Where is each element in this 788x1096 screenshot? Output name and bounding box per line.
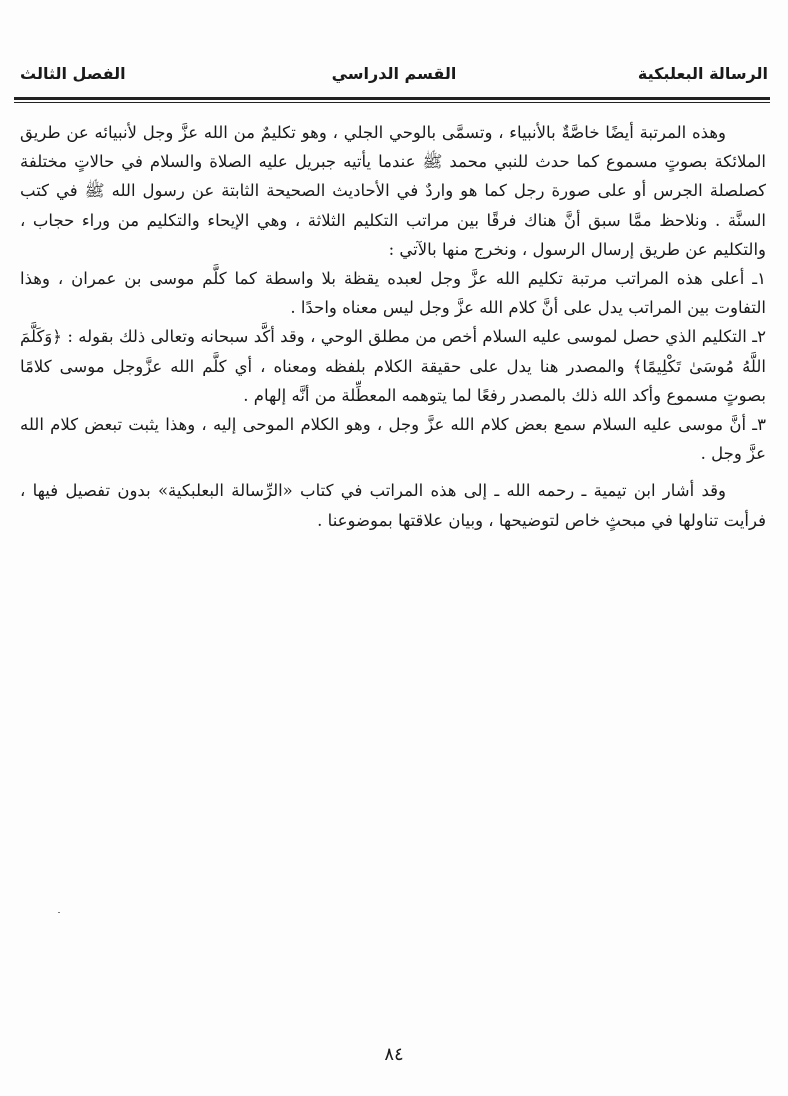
- paragraph-intro: وهذه المرتبة أيضًا خاصَّةٌ بالأنبياء ، وتسمَّى بالوحي الجلي ، وهو تكليمٌ من الله عزَّ وجل لأنبيائه عن طريق الملائكة بصوتٍ مسموع كما حدث للنبي محمد ﷺ عندما يأتيه جبريل عليه الصلاة والسلام في حالاتٍ مختلفة كصلصلة الجرس أو على صورة رجل كما هو واردٌ في الأحاديث الصحيحة الثابتة عن رسول الله ﷺ في كتب السنَّة . ونلاحظ ممَّا سبق أنَّ هناك فرقًا بين مراتب التكليم الثلاثة ، وهي الإيحاء والتكليم من وراء حجاب ، والتكليم عن طريق إرسال الرسول ، ونخرج منها بالآتي :: [20, 123, 766, 259]
- page-number: ٨٤: [384, 1044, 404, 1065]
- point-2: ٢ـ التكليم الذي حصل لموسى عليه السلام أخص من مطلق الوحي ، وقد أكَّد سبحانه وتعالى ذلك بقوله : ﴿وَكَلَّمَ اللَّهُ مُوسَىٰ تَكْلِيمًا﴾ والمصدر هنا يدل على حقيقة الكلام بلفظه ومعناه ، أي كلَّم الله عزَّوجل موسى كلامًا بصوتٍ مسموع وأكد الله ذلك بالمصدر رفعًا لما يتوهمه المعطِّلة من أنَّه إلهام .: [20, 327, 766, 405]
- scan-speck: [58, 912, 60, 913]
- header-rule: [14, 97, 770, 103]
- page-body: [20, 118, 766, 535]
- running-header: [18, 58, 770, 94]
- point-1: ١ـ أعلى هذه المراتب مرتبة تكليم الله عزَّ وجل لعبده يقظة بلا واسطة كما كلَّم موسى بن عمران ، وهذا التفاوت بين المراتب يدل على أنَّ كلام الله عزَّ وجل ليس معناه واحدًا .: [20, 269, 766, 318]
- paragraph-closing: وقد أشار ابن تيمية ـ رحمه الله ـ إلى هذه المراتب في كتاب «الرِّسالة البعلبكية» بدون تفصيل فيها ، فرأيت تناولها في مبحثٍ خاص لتوضيحها ، وبيان علاقتها بموضوعنا .: [20, 481, 766, 530]
- header-section-title: القسم الدراسي: [331, 64, 457, 83]
- point-3: ٣ـ أنَّ موسى عليه السلام سمع بعض كلام الله عزَّ وجل ، وهو الكلام الموحى إليه ، وهذا يثبت تبعض كلام الله عزَّ وجل .: [20, 415, 766, 464]
- header-book-title: الرسالة البعلبكية: [637, 64, 768, 83]
- header-chapter-title: الفصل الثالث: [20, 64, 126, 83]
